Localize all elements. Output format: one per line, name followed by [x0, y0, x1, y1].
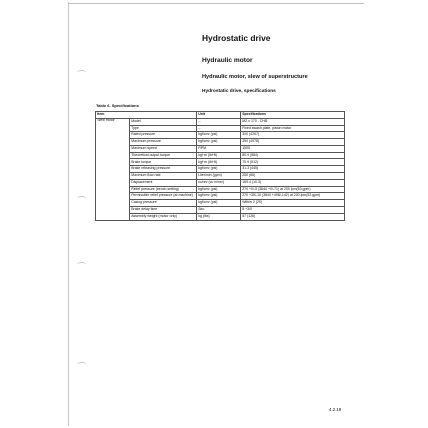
row-label: Brake torque	[130, 159, 197, 166]
table-row	[96, 173, 345, 180]
row-spec: 300 (4267)	[241, 132, 345, 139]
row-spec: MZ x 170 - CHB	[241, 118, 345, 125]
specifications-table	[95, 111, 345, 221]
row-unit: cc/rev (cu in/rev)	[197, 179, 241, 186]
table-row	[96, 139, 345, 146]
table-row	[96, 145, 345, 152]
row-unit: kg (lbs)	[197, 213, 241, 220]
row-spec: 70.9 (512)	[241, 159, 345, 166]
row-unit: kgf/cm² (psi)	[197, 139, 241, 146]
page-number: 4.2.19	[329, 407, 342, 412]
table-row	[96, 118, 345, 125]
row-label: Rated pressure	[130, 132, 197, 139]
row-spec: 5 +3/0	[241, 206, 345, 213]
row-unit: kgf/cm² (psi)	[197, 132, 241, 139]
table-row	[96, 200, 345, 207]
header-specifications: Specifications	[241, 112, 345, 119]
row-label: Brake releasing pressure	[130, 166, 197, 173]
row-label: Maximum pressure	[130, 139, 197, 146]
row-label: Maximum speed	[130, 145, 197, 152]
row-spec: 250 (66)	[241, 173, 345, 180]
row-label: Maximum flow rate	[130, 173, 197, 180]
row-label: Casing pressure	[130, 200, 197, 207]
row-unit: Liter/min (gpm)	[197, 173, 241, 180]
row-label: Assembly weight (motor only)	[130, 213, 197, 220]
binder-hole-mark	[77, 196, 86, 201]
table-row	[96, 166, 345, 173]
row-spec: 80.9 (584)	[241, 152, 345, 159]
table-row	[96, 159, 345, 166]
section-title: Hydraulic motor, slew of superstructure	[202, 74, 308, 80]
row-label: Model	[130, 118, 197, 125]
table-row	[96, 132, 345, 139]
row-label: Permissible relief pressure (at machine)	[130, 193, 197, 200]
row-unit: kgf·m (lbf·ft)	[197, 159, 241, 166]
page-top-edge	[68, 3, 364, 4]
row-unit: kgf/cm² (psi)	[197, 166, 241, 173]
binder-hole-mark	[77, 262, 86, 267]
page-heading: Hydrostatic drive	[202, 33, 271, 43]
table-row	[96, 206, 345, 213]
table-row	[96, 213, 345, 220]
row-label: Type	[130, 125, 197, 132]
table-row	[96, 125, 345, 132]
row-label: Brake delay time	[130, 206, 197, 213]
row-spec: 1500	[241, 145, 345, 152]
row-unit: --	[197, 125, 241, 132]
row-unit: kgf/cm² (psi)	[197, 200, 241, 207]
row-spec: 270 +0/-5 (3840 +0/-71) at 200 lpm(53 gpm)	[241, 186, 345, 193]
row-label: Displacement	[130, 179, 197, 186]
table-header-row	[96, 112, 345, 119]
row-spec: 270 +35/-10 (3840 +498/-142) at 200 lpm(53 gpm)	[241, 193, 345, 200]
table-row	[96, 186, 345, 193]
row-unit: Sec.	[197, 206, 241, 213]
subsection-title: Hydrostatic drive, specifications	[202, 89, 276, 94]
page-subheading: Hydraulic motor	[202, 57, 253, 64]
row-label: Relief pressure (bench setting)	[130, 186, 197, 193]
table-caption: Table 6. Specifications	[96, 103, 139, 108]
row-spec: 169.4 (10.3)	[241, 179, 345, 186]
header-unit: Unit	[197, 112, 241, 119]
item-group-cell: Slew motor	[96, 118, 130, 220]
binder-hole-mark	[77, 70, 86, 75]
row-unit: --	[197, 118, 241, 125]
row-unit: kgf/cm² (psi)	[197, 193, 241, 200]
table-row	[96, 193, 345, 200]
row-spec: Fixed swash plate, piston motor	[241, 125, 345, 132]
table-row	[96, 152, 345, 159]
row-spec: 350 (4978)	[241, 139, 345, 146]
row-spec: Within 2 (29)	[241, 200, 345, 207]
table-row	[96, 179, 345, 186]
row-spec: 57 (126)	[241, 213, 345, 220]
row-unit: kgf/cm² (psi)	[197, 186, 241, 193]
header-item: Item	[96, 112, 197, 119]
row-unit: RPM	[197, 145, 241, 152]
row-spec: 31.3 (445)	[241, 166, 345, 173]
binder-hole-mark	[77, 362, 86, 367]
row-unit: kgf·m (lbf·ft)	[197, 152, 241, 159]
row-label: Theoretical output torque	[130, 152, 197, 159]
